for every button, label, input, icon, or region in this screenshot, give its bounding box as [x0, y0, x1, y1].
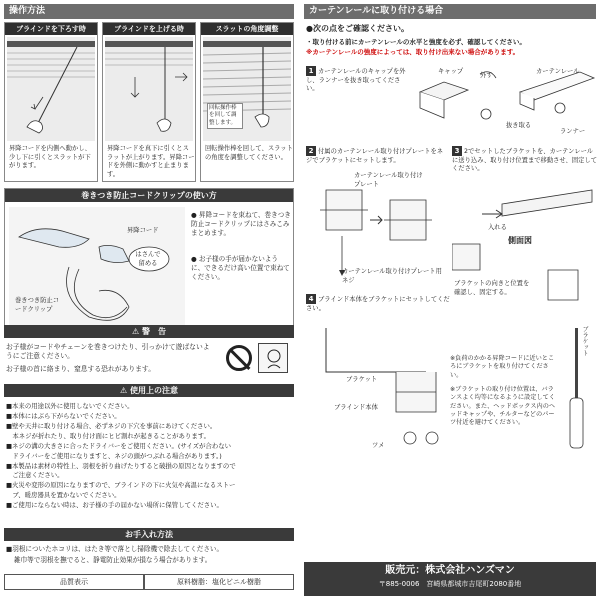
panel-raise-text: 昇降コードを真下に引くとスラットが上がります。昇降コードを外側に動かすと止まります。 — [107, 145, 195, 178]
panel-slat-text: 回転操作棒を回して、スラットの角度を調整してください。 — [205, 145, 293, 161]
step1-label-cap: キャップ — [438, 68, 464, 75]
quality-label: 品質表示 — [60, 578, 88, 586]
check-title: ●次の点をご確認ください。 — [306, 24, 409, 33]
lower-blind-diagram — [7, 37, 95, 141]
step1-illustration — [410, 62, 598, 140]
step4-description: ブラインド本体をブラケットにセットしてください。 — [306, 296, 450, 312]
warning-title: 警 告 — [141, 327, 166, 336]
step3-number: 3 — [452, 146, 462, 156]
step4-note-1: ※負荷のかかる昇降コードに近いところにブラケットを取り付けてください。 — [450, 355, 555, 379]
caution-item-4-text: 本ネジが折れたり、取り付け面にヒビ割れが起きることがあります。 — [6, 431, 210, 440]
step1-text — [306, 66, 410, 94]
clip-bullet-1-text: 昇降コードを束ねて、巻きつき防止コードクリップにはさみこみまとめます。 — [191, 211, 291, 237]
operation-section-title: 操作方法 — [9, 6, 46, 16]
check-text-1: ・取り付ける前にカーテンレールの水平と強度を必ず、確認してください。 — [306, 38, 526, 46]
rail-section-header — [304, 4, 596, 19]
clip-label-hold: はさんで留める — [135, 251, 161, 267]
quality-label-box — [4, 574, 144, 590]
caution-title: 使用上の注意 — [129, 386, 178, 395]
step4-diagram — [306, 318, 466, 460]
rail-section-title: カーテンレールに取り付ける場合 — [309, 6, 444, 16]
step3-label-bracket-dir: ブラケットの向きと位置を確認し、固定する。 — [454, 280, 530, 296]
lower-blind-illustration — [7, 37, 95, 141]
step2-illustration — [306, 170, 446, 290]
step1-description: カーテンレールのキャップを外し、ランナーを抜き取ってください。 — [306, 68, 406, 92]
step4-label-body: ブラインド本体 — [334, 404, 378, 411]
step1-number: 1 — [306, 66, 316, 76]
caution-item-3-text: 壁や天井に取り付ける場合、必ずネジの下穴を事前にあけてください。 — [12, 421, 217, 430]
caution-item-9-text: 火災や変形の原因になりますので、ブラインドの下に火気や高温になるストー — [12, 481, 236, 490]
warning-header — [4, 325, 294, 338]
caution-item-8 — [6, 471, 296, 481]
care-text-2: 雑巾等で羽根を撫でると、静電防止効果が損なう場合があります。 — [14, 556, 212, 564]
raise-blind-diagram — [105, 37, 193, 141]
step4-number: 4 — [306, 294, 316, 304]
panel-lower-title: ブラインドを下ろす時 — [5, 23, 97, 35]
panel-raise-blind — [102, 22, 196, 182]
step4-text — [306, 294, 456, 313]
clip-diagram — [9, 207, 185, 333]
panel-lower-blind — [4, 22, 98, 182]
clip-bullet-2-text: お子様の手が届かないように、できるだけ高い位置で束ねてください。 — [191, 255, 290, 281]
caution-item-5: ■ネジの溝の大きさに合ったドライバーをご使用ください。(サイズが合わない — [6, 441, 231, 450]
child-warning-icon — [258, 343, 288, 373]
step3-label-side: 側面図 — [508, 236, 532, 245]
panel-slat-title: スラットの角度調整 — [201, 23, 293, 35]
caution-item-11-text: ご使用にならない時は、お子様の手の届かない場所に保管してください。 — [12, 501, 223, 510]
panel-lower-text: 昇降コードを内側へ動かし、少し下に引くとスラットが下がります。 — [9, 145, 91, 169]
clip-illustration — [9, 207, 185, 333]
step3-label-insert: 入れる — [488, 224, 507, 231]
caution-item-1-text: 本来の用途以外に使用しないでください。 — [12, 402, 134, 410]
caution-item-6-text: ドライバーをご使用になりますと、ネジの頭がつぶれる場合があります。) — [6, 451, 222, 460]
step2-label-screw: カーテンレール取り付けプレート用ネジ — [342, 268, 442, 284]
caution-item-2: ■本体にはぶら下がらないでください。 — [6, 411, 121, 420]
step1-label-rail: カーテンレール — [536, 68, 580, 75]
caution-item-5-text: ネジの溝の大きさに合ったドライバーをご使用ください。(サイズが合わない — [12, 441, 231, 450]
step3-text — [452, 146, 598, 174]
operation-section-header — [4, 4, 294, 19]
seller-address: 〒885-0006 宮崎県都城市吉尾町2080番地 — [378, 579, 522, 588]
caution-item-3: ■壁や天井に取り付ける場合、必ずネジの下穴を事前にあけてください。 — [6, 421, 217, 430]
seller-name: 販売元：株式会社ハンズマン — [385, 565, 515, 576]
care-header — [4, 528, 294, 541]
step3-description: 2でセットしたブラケットを、カーテンレールに送り込み、取り付け位置まで移動させ、固定してください。 — [452, 148, 598, 172]
clip-section — [4, 188, 294, 338]
step2-text — [306, 146, 446, 165]
caution-item-4 — [6, 432, 296, 442]
caution-item-7-text: 本製品は素材の特性上、羽根を折り曲げたりすると破損の原因となりますので — [12, 461, 236, 470]
panel-slat-angle — [200, 22, 294, 182]
screwdriver-icon — [562, 318, 592, 458]
caution-header — [4, 384, 294, 397]
warning-icon: ⚠ — [132, 327, 142, 336]
caution-item-6 — [6, 452, 296, 462]
step2-label-plate: カーテンレール取り付けプレート — [354, 172, 423, 188]
warning-text-1: お子様がコードやチェーンを巻きつけたり、引っかけて遊ばないようにご注意ください。 — [6, 343, 210, 361]
clip-label-cord: 昇降コード — [127, 227, 159, 234]
warning-text-2: お子様の首に絡まり、窒息する恐れがあります。 — [6, 365, 155, 373]
clip-label-clip: 巻きつき防止コードクリップ — [15, 297, 60, 313]
step1-label-pull: 抜き取る — [506, 122, 532, 129]
caution-item-11: ■ご使用にならない時は、お子様の手の届かない場所に保管してください。 — [6, 501, 223, 510]
caution-item-2-text: 本体にはぶら下がらないでください。 — [12, 411, 121, 420]
step4-illustration — [306, 318, 466, 460]
caution-item-9: ■火災や変形の原因になりますので、ブラインドの下に火気や高温になるストー — [6, 481, 236, 490]
seller-banner — [304, 562, 596, 596]
prohibited-icon — [226, 345, 252, 371]
raise-blind-illustration — [105, 37, 193, 141]
step3-illustration — [452, 184, 598, 312]
step4-label-bracket2: ブラケット — [581, 326, 589, 356]
check-text-2: ※カーテンレールの強度によっては、取り付け出来ない場合があります。 — [306, 48, 520, 56]
caution-icon: ⚠ — [120, 386, 130, 395]
caution-item-1: ■本来の用途以外に使用しないでください。 — [6, 402, 134, 410]
care-title: お手入れ方法 — [125, 530, 173, 539]
slat-callout: 回転操作棒を回して調整します。 — [207, 103, 243, 129]
caution-list — [6, 402, 296, 511]
panel-raise-title: ブラインドを上げる時 — [103, 23, 195, 35]
clip-bullet-2: ● お子様の手が届かないように、できるだけ高い位置で束ねてください。 — [191, 255, 290, 281]
step2-description: 付属のカーテンレール取り付けプレートをネジでブラケットにセットします。 — [306, 148, 444, 164]
clip-section-title: 巻きつき防止コードクリップの使い方 — [5, 189, 293, 202]
caution-item-8-text: ご注意ください。 — [6, 471, 64, 480]
care-text-1-value: 羽根についたホコリは、はたき等で落とし掃除機で除去してください。 — [12, 545, 224, 553]
step1-label-runner: ランナー — [560, 128, 586, 135]
step4-label-bracket: ブラケット — [346, 376, 378, 383]
care-text-1: ■羽根についたホコリは、はたき等で落とし掃除機で除去してください。 — [6, 545, 224, 553]
caution-item-10-text: ブ、暖房器具を置かないでください。 — [6, 491, 121, 500]
caution-item-7: ■本製品は素材の特性上、羽根を折り曲げたりすると破損の原因となりますので — [6, 461, 236, 470]
step4-note-2: ※ブラケットの取り付け位置は、バランスよく均等になるように設定してください。また、ヘッドボックス内のヘッドキャップや、チルターなどのパーツ付近を避けてください。 — [450, 386, 556, 427]
step1-label-remove: 外す — [480, 72, 493, 79]
slat-angle-illustration — [203, 37, 291, 141]
clip-bullet-1: ● 昇降コードを束ねて、巻きつき防止コードクリップにはさみこみまとめます。 — [191, 211, 291, 237]
step4-label-claw: ツメ — [372, 442, 385, 449]
caution-item-10 — [6, 491, 296, 501]
step2-number: 2 — [306, 146, 316, 156]
quality-material: 原料樹脂：塩化ビニル樹脂 — [177, 578, 261, 586]
quality-material-box — [144, 574, 294, 590]
